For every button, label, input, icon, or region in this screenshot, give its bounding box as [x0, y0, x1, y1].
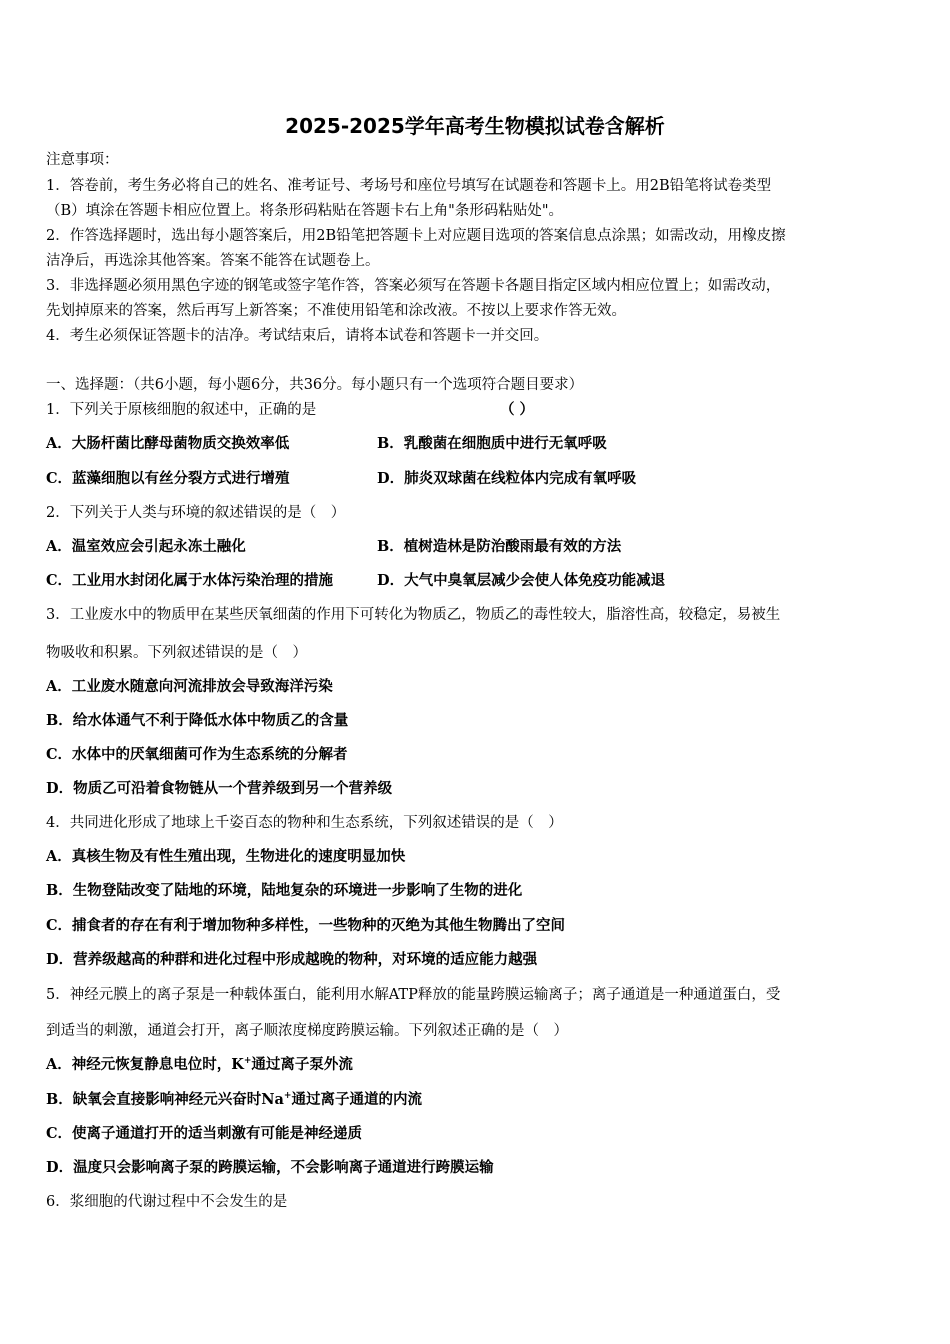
page-title: 2025-2025学年高考生物模拟试卷含解析 [285, 114, 665, 138]
question-5-stem-line-2: 到适当的刺激，通道会打开，离子顺浓度梯度跨膜运输。下列叙述正确的是（ ） [46, 1023, 568, 1039]
question-1-stem: 1．下列关于原核细胞的叙述中，正确的是 [46, 402, 317, 418]
question-3-stem-line-1: 3．工业废水中的物质甲在某些厌氧细菌的作用下可转化为物质乙，物质乙的毒性较大，脂溶性高，较稳定，易被生 [46, 607, 781, 623]
question-2-option-a: A．温室效应会引起永冻土融化 [46, 538, 246, 555]
question-2-option-c: C．工业用水封闭化属于水体污染治理的措施 [46, 572, 334, 589]
question-6-stem: 6．浆细胞的代谢过程中不会发生的是 [46, 1194, 288, 1210]
question-4-option-a: A．真核生物及有性生殖出现，生物进化的速度明显加快 [46, 848, 406, 865]
notice-item-2-line-1: 2．作答选择题时，选出每小题答案后，用2B铅笔把答题卡上对应题目选项的答案信息点涂黑；如需改动，用橡皮擦 [46, 228, 786, 244]
option-a-text-2: 通过离子泵外流 [251, 1056, 353, 1073]
question-3-option-b: B．给水体通气不利于降低水体中物质乙的含量 [46, 712, 349, 729]
question-5-option-d: D．温度只会影响离子泵的跨膜运输，不会影响离子通道进行跨膜运输 [46, 1159, 494, 1176]
option-a-text-1: A．神经元恢复静息电位时，K [46, 1056, 244, 1073]
question-3-option-c: C．水体中的厌氧细菌可作为生态系统的分解者 [46, 746, 348, 763]
option-b-text-2: 通过离子通道的内流 [291, 1091, 422, 1108]
question-2-option-d: D．大气中臭氧层减少会使人体免疫功能减退 [377, 572, 666, 589]
notice-item-1-line-1: 1．答卷前，考生务必将自己的姓名、准考证号、考场号和座位号填写在试题卷和答题卡上。用2B铅笔将试卷类型 [46, 178, 772, 194]
notice-item-4: 4．考生必须保证答题卡的洁净。考试结束后，请将本试卷和答题卡一并交回。 [46, 328, 549, 344]
question-4-option-c: C．捕食者的存在有利于增加物种多样性，一些物种的灭绝为其他生物腾出了空间 [46, 917, 566, 934]
question-3-stem-line-2: 物吸收和积累。下列叙述错误的是（ ） [46, 645, 307, 661]
question-5-option-b [46, 1090, 906, 1110]
option-b-text-1: B．缺氧会直接影响神经元兴奋时Na [46, 1091, 284, 1108]
question-2-stem: 2．下列关于人类与环境的叙述错误的是（ ） [46, 505, 346, 521]
question-1-option-a: A．大肠杆菌比酵母菌物质交换效率低 [46, 435, 290, 452]
option-b-superscript: + [283, 1091, 292, 1102]
question-4-option-b: B．生物登陆改变了陆地的环境，陆地复杂的环境进一步影响了生物的进化 [46, 882, 523, 899]
question-4-stem: 4．共同进化形成了地球上千姿百态的物种和生态系统，下列叙述错误的是（ ） [46, 815, 563, 831]
question-1-answer-paren: （ ） [500, 401, 535, 418]
notice-item-3-line-2: 先划掉原来的答案，然后再写上新答案；不准使用铅笔和涂改液。不按以上要求作答无效。 [46, 303, 626, 319]
question-2-option-b: B．植树造林是防治酸雨最有效的方法 [377, 538, 622, 555]
question-5-option-c: C．使离子通道打开的适当刺激有可能是神经递质 [46, 1125, 363, 1142]
question-3-option-a: A．工业废水随意向河流排放会导致海洋污染 [46, 678, 333, 695]
notice-item-1-line-2: （B）填涂在答题卡相应位置上。将条形码粘贴在答题卡右上角"条形码粘贴处"。 [46, 203, 563, 219]
section-heading-choice: 一、选择题：（共6小题，每小题6分，共36分。每小题只有一个选项符合题目要求） [46, 377, 584, 393]
question-1-option-d: D．肺炎双球菌在线粒体内完成有氧呼吸 [377, 470, 637, 487]
question-4-option-d: D．营养级越高的种群和进化过程中形成越晚的物种，对环境的适应能力越强 [46, 951, 538, 968]
notice-heading: 注意事项： [46, 152, 119, 168]
notice-item-2-line-2: 洁净后，再选涂其他答案。答案不能答在试题卷上。 [46, 253, 380, 269]
option-a-superscript: + [243, 1056, 252, 1067]
question-1-option-b: B．乳酸菌在细胞质中进行无氧呼吸 [377, 435, 607, 452]
notice-item-3-line-1: 3．非选择题必须用黑色字迹的钢笔或签字笔作答，答案必须写在答题卡各题目指定区域内相应位置上；如需改动， [46, 278, 781, 294]
question-1-option-c: C．蓝藻细胞以有丝分裂方式进行增殖 [46, 470, 290, 487]
question-3-option-d: D．物质乙可沿着食物链从一个营养级到另一个营养级 [46, 780, 393, 797]
question-5-stem-line-1: 5．神经元膜上的离子泵是一种载体蛋白，能利用水解ATP释放的能量跨膜运输离子；离子通道是一种通道蛋白，受 [46, 987, 781, 1003]
question-5-option-a [46, 1055, 906, 1075]
